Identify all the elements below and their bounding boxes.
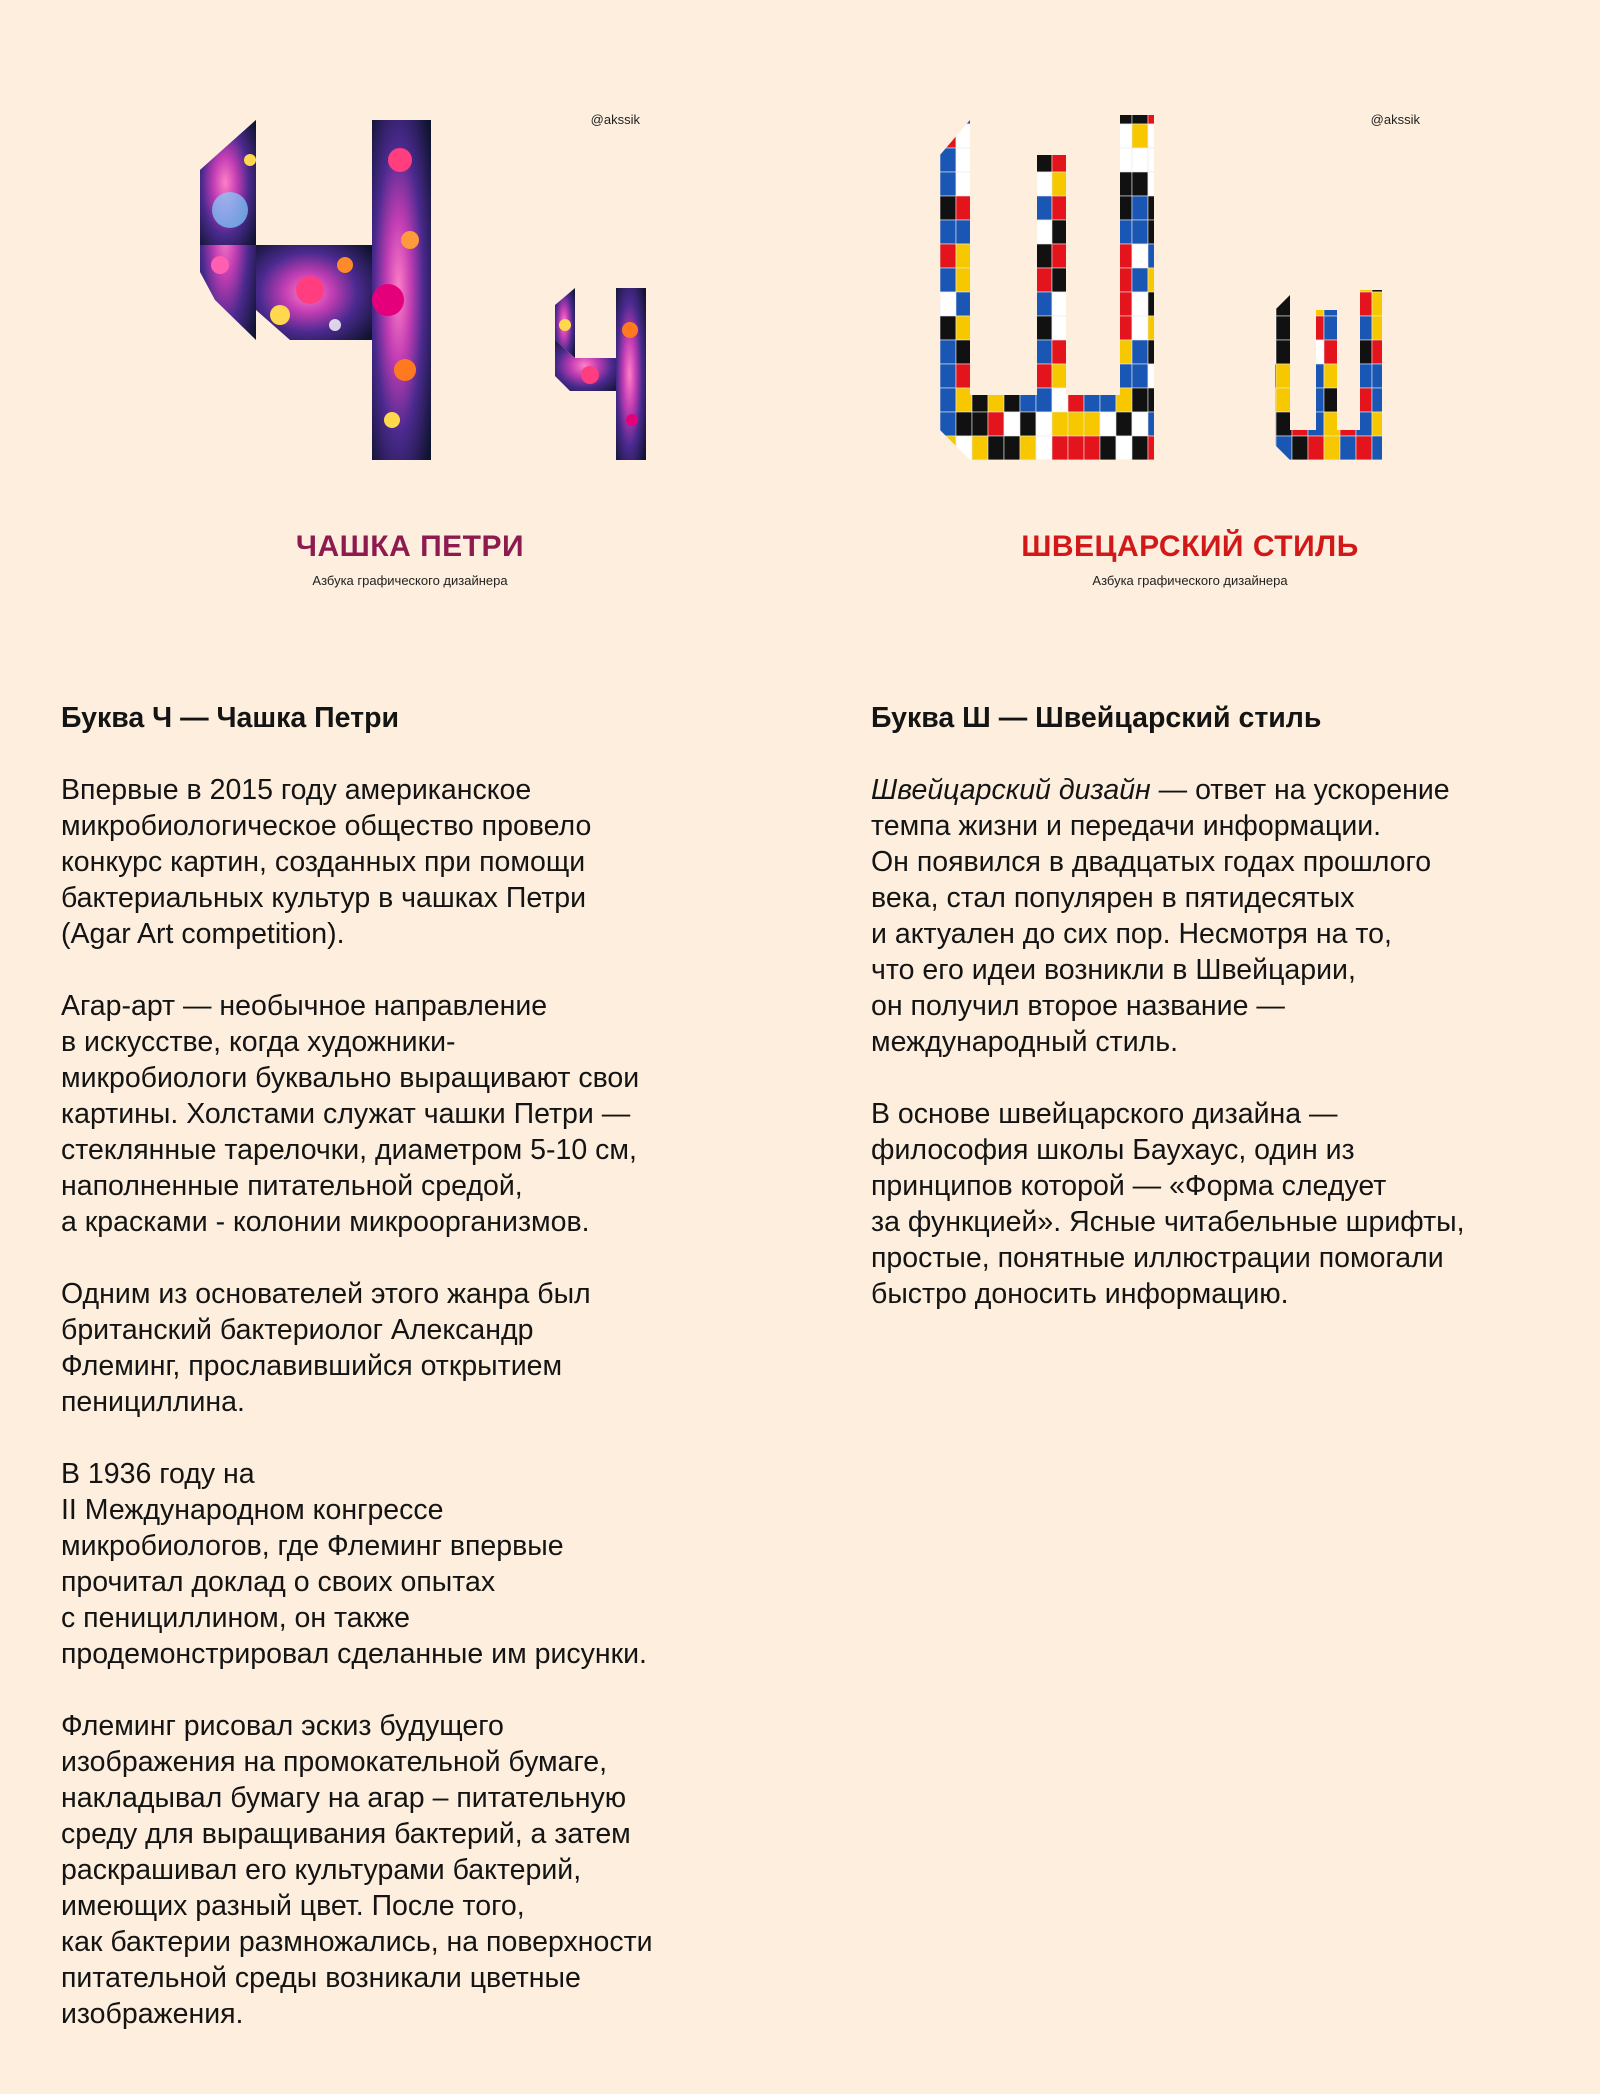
- swiss-style-card: [940, 100, 1440, 620]
- paragraph-line: как бактерии размножались, на поверхности: [61, 1926, 653, 1958]
- paragraph-line: (Agar Art competition).: [61, 918, 345, 950]
- paragraph-line: Агар-арт — необычное направление: [61, 990, 548, 1022]
- paragraph-line: темпа жизни и передачи информации.: [871, 810, 1382, 842]
- paragraph-line: принципов которой — «Форма следует: [871, 1170, 1387, 1202]
- paragraph-line: микробиологов, где Флеминг впервые: [61, 1530, 564, 1562]
- paragraph-line: продемонстрировал сделанные им рисунки.: [61, 1638, 647, 1670]
- paragraph-line: имеющих разный цвет. После того,: [61, 1890, 525, 1922]
- article-paragraph: [61, 1456, 781, 1672]
- paragraph-line: стеклянные тарелочки, диаметром 5-10 см,: [61, 1134, 637, 1166]
- author-handle[interactable]: @akssik: [1370, 112, 1420, 127]
- article-heading: Буква Ч — Чашка Петри: [61, 702, 400, 734]
- article-paragraph: [61, 988, 781, 1240]
- paragraph-line: конкурс картин, созданных при помощи: [61, 846, 586, 878]
- paragraph-line: быстро доносить информацию.: [871, 1278, 1289, 1310]
- paragraph-line: в искусстве, когда художники-: [61, 1026, 456, 1058]
- petri-dish-article: [61, 700, 781, 2068]
- paragraph-line: прочитал доклад о своих опытах: [61, 1566, 496, 1598]
- paragraph-line: за функцией». Ясные читабельные шрифты,: [871, 1206, 1465, 1238]
- paragraph-line: простые, понятные иллюстрации помогали: [871, 1242, 1444, 1274]
- paragraph-line: пенициллина.: [61, 1386, 245, 1418]
- card-title: ЧАШКА ПЕТРИ: [295, 530, 525, 563]
- paragraph-line: бактериальных культур в чашках Петри: [61, 882, 587, 914]
- paragraph-line: Швейцарский дизайн — ответ на ускорение: [871, 774, 1450, 806]
- paragraph-line: с пенициллином, он также: [61, 1602, 411, 1634]
- capital-che-glyph: [200, 120, 431, 460]
- paragraph-line: питательной среды возникали цветные: [61, 1962, 581, 1994]
- author-handle[interactable]: @akssik: [590, 112, 640, 127]
- paragraph-line: философия школы Баухаус, один из: [871, 1134, 1355, 1166]
- article-paragraph: [871, 772, 1591, 1060]
- swiss-checker-grid: [940, 100, 1440, 500]
- article-paragraph: [871, 1096, 1591, 1312]
- paragraph-line: а красками - колонии микроорганизмов.: [61, 1206, 590, 1238]
- paragraph-line: британский бактериолог Александр: [61, 1314, 534, 1346]
- paragraph-line: В 1936 году на: [61, 1458, 255, 1490]
- paragraph-line: международный стиль.: [871, 1026, 1179, 1058]
- paragraph-line: Флеминг, прославившийся открытием: [61, 1350, 563, 1382]
- paragraph-line: картины. Холстами служат чашки Петри —: [61, 1098, 631, 1130]
- italic-term: Швейцарский дизайн: [871, 774, 1151, 806]
- paragraph-line: что его идеи возникли в Швейцарии,: [871, 954, 1356, 986]
- paragraph-line: Он появился в двадцатых годах прошлого: [871, 846, 1432, 878]
- paragraph-line: изображения на промокательной бумаге,: [61, 1746, 608, 1778]
- paragraph-line: среду для выращивания бактерий, а затем: [61, 1818, 631, 1850]
- paragraph-line: Впервые в 2015 году американское: [61, 774, 532, 806]
- article-heading: Буква Ш — Швейцарский стиль: [871, 702, 1322, 734]
- article-paragraph: [61, 1708, 781, 2032]
- petri-dish-card: [160, 100, 660, 620]
- article-paragraph: [61, 772, 781, 952]
- paragraph-line: Флеминг рисовал эскиз будущего: [61, 1710, 504, 1742]
- paragraph-line: и актуален до сих пор. Несмотря на то,: [871, 918, 1392, 950]
- paragraph-line: раскрашивал его культурами бактерий,: [61, 1854, 582, 1886]
- paragraph-line: микробиологическое общество провело: [61, 810, 592, 842]
- paragraph-line: II Международном конгрессе: [61, 1494, 444, 1526]
- paragraph-line: изображения.: [61, 1998, 244, 2030]
- card-subtitle: Азбука графического дизайнера: [312, 573, 508, 588]
- paragraph-line: накладывал бумагу на агар – питательную: [61, 1782, 627, 1814]
- card-subtitle: Азбука графического дизайнера: [1092, 573, 1288, 588]
- article-paragraph: [61, 1276, 781, 1420]
- paragraph-line: он получил второе название —: [871, 990, 1285, 1022]
- paragraph-line: микробиологи буквально выращивают свои: [61, 1062, 640, 1094]
- lowercase-che-glyph: [555, 288, 646, 460]
- paragraph-line: века, стал популярен в пятидесятых: [871, 882, 1355, 914]
- paragraph-line: В основе швейцарского дизайна —: [871, 1098, 1338, 1130]
- letter-che-artwork: [160, 100, 660, 500]
- letter-sha-artwork: [940, 100, 1440, 500]
- paragraph-line: наполненные питательной средой,: [61, 1170, 523, 1202]
- paragraph-line: Одним из основателей этого жанра был: [61, 1278, 591, 1310]
- card-title: ШВЕЦАРСКИЙ СТИЛЬ: [1021, 530, 1359, 563]
- swiss-style-article: [871, 700, 1591, 1348]
